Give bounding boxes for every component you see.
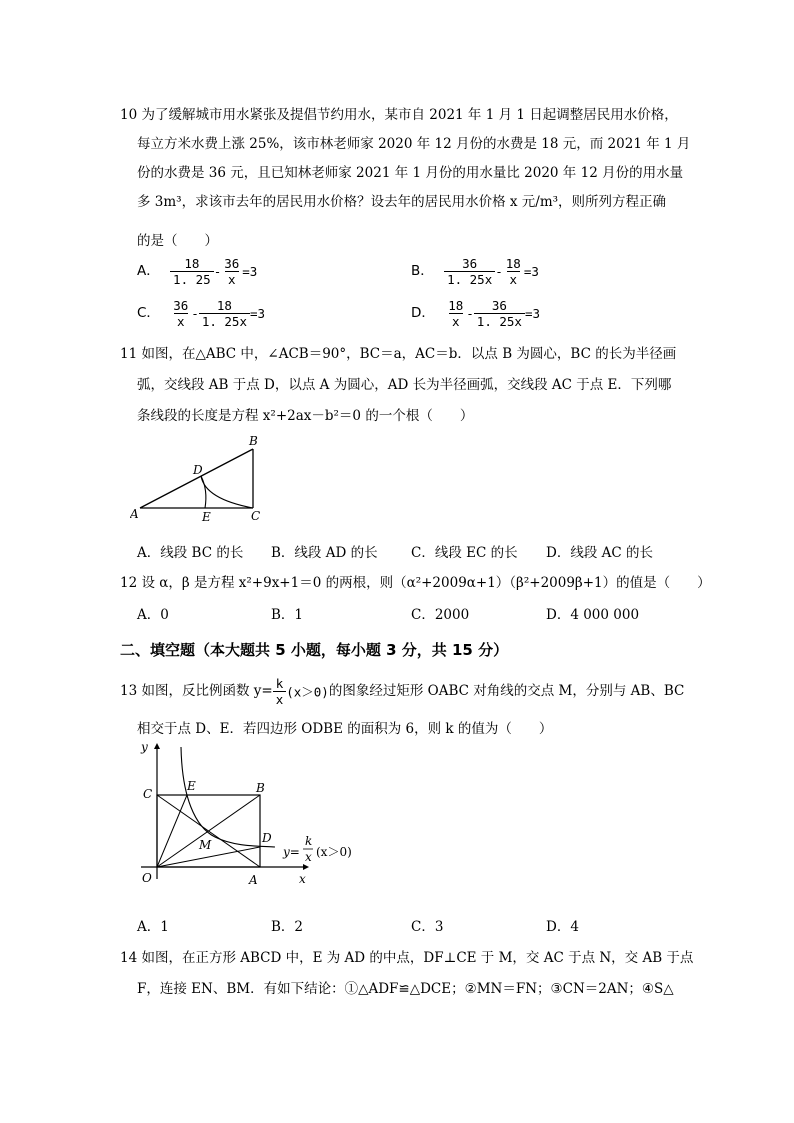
arc-centered-a [201, 476, 206, 508]
q11-line-3: 条线段的长度是方程 x²+2ax－b²＝0 的一个根（ ） [137, 408, 474, 424]
label-a: A [249, 873, 258, 887]
fraction [199, 298, 250, 329]
q10-line-5: 的是（ ） [137, 233, 218, 249]
q11-option-a: A．线段 BC 的长 [137, 545, 244, 561]
label-b: B [256, 781, 265, 795]
option-label: C． [137, 305, 160, 321]
q10-line-2: 每立方米水费上涨 25%，该市林老师家 2020 年 12 月份的水费是 18 元，而 2021 年 1 月 [137, 136, 691, 152]
q13-line-2: 相交于点 D、E．若四边形 ODBE 的面积为 6，则 k 的值为（ ） [137, 721, 553, 737]
label-d: D [193, 463, 203, 477]
label-o: O [142, 871, 152, 885]
x-axis-arrow [303, 864, 309, 870]
option-label: D． [411, 305, 435, 321]
q11-option-c: C．线段 EC 的长 [411, 545, 518, 561]
q13-prefix: 13 如图，反比例函数 y= [120, 683, 273, 699]
curve-label-x: x [305, 850, 312, 864]
numerator: 36 [462, 256, 478, 271]
q11-line-2: 弧，交线段 AB 于点 D，以点 A 为圆心，AD 长为半径画弧，交线段 AC 于点 E．下列哪 [137, 377, 672, 393]
numerator: 36 [224, 256, 240, 271]
q13-option-d: D．4 [546, 919, 579, 935]
q12-option-c: C．2000 [411, 607, 470, 623]
hyperbola-curve [181, 747, 275, 847]
arc-centered-b [201, 476, 253, 508]
label-c: C [143, 787, 153, 801]
q12-option-b: B．1 [271, 607, 304, 623]
denominator: 1. 25x [474, 313, 525, 329]
fraction [221, 256, 242, 287]
q11-triangle-figure [130, 432, 280, 524]
q12-text: 12 设 α，β 是方程 x²+9x+1＝0 的两根，则（α²+2009α+1）（β²+2009β+1）的值是（ ） [120, 575, 711, 591]
label-m: M [199, 838, 212, 852]
option-label: A． [137, 263, 160, 279]
y-axis-arrow [154, 743, 160, 749]
label-b: B [249, 434, 258, 448]
fraction [445, 298, 466, 329]
fraction [170, 256, 214, 287]
fraction [474, 298, 525, 329]
q13-option-c: C．3 [411, 919, 444, 935]
label-y: y [141, 740, 148, 754]
q10-option-b: B． $\frac{36}{1. 25x}$ - $\frac{18}{x}$ =3 [411, 256, 539, 287]
denominator: 1. 25x [444, 271, 495, 287]
fraction [503, 256, 524, 287]
rhs: =3 [242, 264, 258, 279]
curve-label-prefix: y= [283, 845, 300, 859]
numerator: 18 [448, 298, 464, 313]
denominator: x [507, 271, 521, 287]
numerator: 18 [184, 256, 200, 271]
q10-option-a: A． $\frac{18}{1. 25}$ - $\frac{36}{x}$ =3 [137, 256, 258, 287]
numerator: 36 [491, 298, 507, 313]
q13-option-a: A．1 [137, 919, 169, 935]
option-label: B． [411, 263, 434, 279]
numerator: 18 [216, 298, 232, 313]
section-2-heading: 二、填空题（本大题共 5 小题，每小题 3 分，共 15 分） [120, 641, 509, 659]
q11-line-1: 11 如图，在△ABC 中，∠ACB＝90°，BC＝a，AC＝b．以点 B 为圆心，BC 的长为半径画 [120, 346, 677, 362]
label-c: C [251, 509, 261, 523]
label-x: x [299, 872, 306, 886]
rhs: =3 [523, 264, 539, 279]
q14-line-2: F，连接 EN、BM．有如下结论：①△ADF≌△DCE；②MN＝FN；③CN＝2AN；④S△ [137, 981, 674, 997]
curve-label-k: k [305, 834, 313, 848]
q10-option-d: D． $\frac{18}{x}$ - $\frac{36}{1. 25x}$ =3 [411, 298, 541, 329]
denominator: x [449, 313, 463, 329]
rhs: =3 [524, 306, 541, 321]
denominator: 1. 25 [170, 271, 214, 287]
q12-option-a: A．0 [137, 607, 169, 623]
q10-line-1: 10 为了缓解城市用水紧张及提倡节约用水，某市自 2021 年 1 月 1 日起调整居民用水价格， [120, 107, 678, 123]
label-d: D [262, 831, 272, 845]
q10-line-3: 份的水费是 36 元，且已知林老师家 2021 年 1 月份的用水量比 2020 年 12 月份的用水量 [137, 165, 684, 181]
q11-option-d: D．线段 AC 的长 [546, 545, 653, 561]
numerator: 18 [505, 256, 521, 271]
numerator: k [275, 676, 284, 691]
q13-fraction [273, 676, 287, 707]
denominator: x [174, 313, 188, 329]
label-a: A [130, 507, 139, 521]
label-e: E [187, 779, 196, 793]
q12-option-d: D．4 000 000 [546, 607, 640, 623]
denominator: 1. 25x [199, 313, 250, 329]
q13-line-1 [120, 676, 684, 707]
label-e: E [202, 510, 211, 524]
q10-option-c: C． $\frac{36}{x}$ - $\frac{18}{1. 25x}$ =3 [137, 298, 266, 329]
q13-coordinate-figure [135, 737, 365, 889]
q14-line-1: 14 如图，在正方形 ABCD 中，E 为 AD 的中点，DF⊥CE 于 M，交 AC 于点 N，交 AB 于点 [120, 950, 694, 966]
numerator: 36 [173, 298, 189, 313]
fraction [444, 256, 495, 287]
q13-suffix: 的图象经过矩形 OABC 对角线的交点 M，分别与 AB、BC [328, 683, 685, 699]
denominator: x [273, 691, 287, 707]
q11-option-b: B．线段 AD 的长 [271, 545, 378, 561]
fraction [170, 298, 191, 329]
segment-ab [140, 449, 253, 508]
q13-condition: (x＞0) [286, 684, 329, 700]
q10-line-4: 多 3m³，求该市去年的居民用水价格？设去年的居民用水价格 x 元/m³，则所列方程正确 [137, 194, 667, 210]
rhs: =3 [249, 306, 266, 321]
q13-option-b: B．2 [271, 919, 304, 935]
curve-label-condition: (x＞0) [316, 845, 352, 859]
denominator: x [225, 271, 239, 287]
